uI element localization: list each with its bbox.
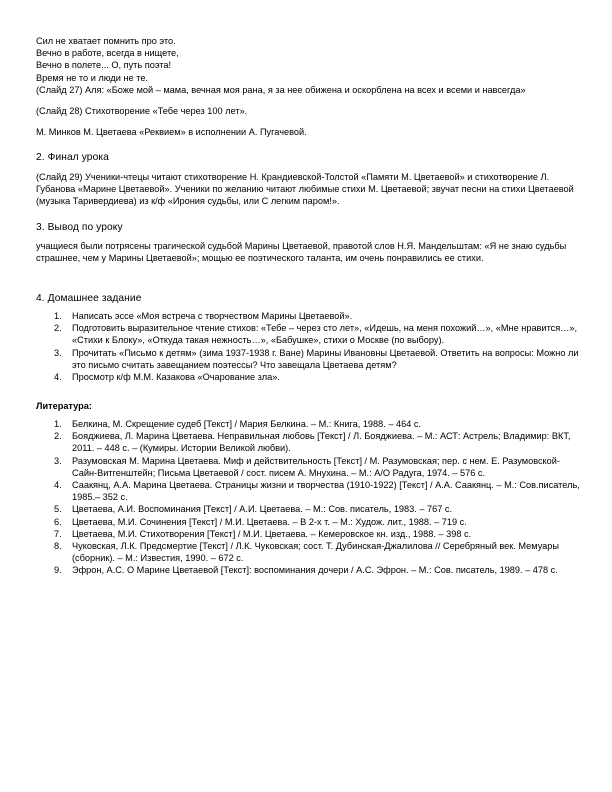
section-2-text: (Слайд 29) Ученики-чтецы читают стихотворение Н. Крандиевской-Толстой «Памяти М. Цветаевой» и стихотворение Л. Губанова «Марине Цветаевой». Ученики по желанию читают любимые стихи М. Цветаевой; звучат песни на стихи Цветаевой (музыка Таривердиева) из к/ф «Ирония судьбы, или С легким паром!».	[36, 172, 574, 207]
list-item: 3. Разумовская М. Марина Цветаева. Миф и действительность [Текст] / М. Разумовская; пер. с нем. Е. Разумовской-Сайн-Витгенштейн; Письма Цветаевой / сост. писем А. Мнухина. – М.: А/О Радуга, 1974. – 576 с.	[54, 455, 560, 478]
section-2-heading: 2. Финал урока	[36, 152, 109, 163]
homework-list	[36, 310, 581, 383]
poem-line: Вечно в полете... О, путь поэта!	[36, 60, 172, 71]
list-item: 2. Бояджиева, Л. Марина Цветаева. Неправильная любовь [Текст] / Л. Бояджиева. – М.: АСТ: Астрель; Владимир: ВКТ, 2011. – 448 с. – (Кумиры. Истории Великой любви).	[54, 431, 571, 454]
section-3-text: учащиеся были потрясены трагической судьбой Марины Цветаевой, правотой слов Н.Я. Мандельштам: «Я не знаю судьбы страшнее, чем у Марины Цветаевой»; мощью ее поэтического таланта, им очень понравились ее стихи.	[36, 241, 567, 264]
section-3-heading: 3. Вывод по уроку	[36, 222, 123, 233]
literature-list	[36, 418, 581, 577]
list-item: 3. Прочитать «Письмо к детям» (зима 1937-1938 г. Ване) Марины Ивановны Цветаевой. Ответить на вопросы: Можно ли это письмо считать завещанием поэтессы? Что завещала Цветаева детям?	[54, 347, 579, 370]
minkov-requiem-text: М. Минков М. Цветаева «Реквием» в исполнении А. Пугачевой.	[36, 127, 307, 137]
section-4-heading: 4. Домашнее задание	[36, 293, 142, 304]
poem-line: Время не то и люди не те.	[36, 72, 148, 83]
poem-line: Сил не хватает помнить про это.	[36, 36, 176, 46]
slide-28-text: (Слайд 28) Стихотворение «Тебе через 100 лет».	[36, 106, 248, 116]
list-item: 1. Белкина, М. Скрещение судеб [Текст] / Мария Белкина. – М.: Книга, 1988. – 464 с.	[54, 419, 422, 429]
list-item: 7. Цветаева, М.И. Стихотворения [Текст] / М.И. Цветаева. – Кемеровское кн. изд., 1988. – 398 с.	[54, 528, 472, 539]
literature-heading: Литература:	[36, 401, 92, 411]
list-item: 4. Просмотр к/ф М.М. Казакова «Очарование зла».	[54, 372, 280, 383]
list-item: 9. Эфрон, А.С. О Марине Цветаевой [Текст]: воспоминания дочери / А.С. Эфрон. – М.: Сов. писатель, 1989. – 478 с.	[54, 565, 558, 576]
list-item: 5. Цветаева, А.И. Воспоминания [Текст] / А.И. Цветаева. – М.: Сов. писатель, 1983. – 767 с.	[54, 504, 453, 515]
poem	[36, 35, 581, 84]
poem-line: Вечно в работе, всегда в нищете,	[36, 48, 179, 59]
list-item: 8. Чуковская, Л.К. Предсмертие [Текст] / Л.К. Чуковская; сост. Т. Дубинская-Джалилова // Серебряный век. Мемуары (сборник). – М.: Известия, 1990. – 672 с.	[54, 541, 560, 564]
list-item: 4. Саакянц, А.А. Марина Цветаева. Страницы жизни и творчества (1910-1922) [Текст] / А.А. Саакянц. – М.: Сов.писатель, 1985.– 352 с.	[54, 480, 580, 503]
list-item: 1. Написать эссе «Моя встреча с творчеством Марины Цветаевой».	[54, 311, 353, 321]
list-item: 2. Подготовить выразительное чтение стихов: «Тебе – через сто лет», «Идешь, на меня похожий…», «Мне нравится…», «Стихи к Блоку», «Откуда такая нежность…», «Бабушке», стихи о Москве (по выбору).	[54, 323, 578, 346]
list-item: 6. Цветаева, М.И. Сочинения [Текст] / М.И. Цветаева. – В 2-х т. – М.: Худож. лит., 1988. – 719 с.	[54, 516, 467, 527]
slide-27-quote: (Слайд 27) Аля: «Боже мой – мама, вечная моя рана, я за нее обижена и оскорблена на всех и всеми и навсегда»	[36, 85, 526, 95]
